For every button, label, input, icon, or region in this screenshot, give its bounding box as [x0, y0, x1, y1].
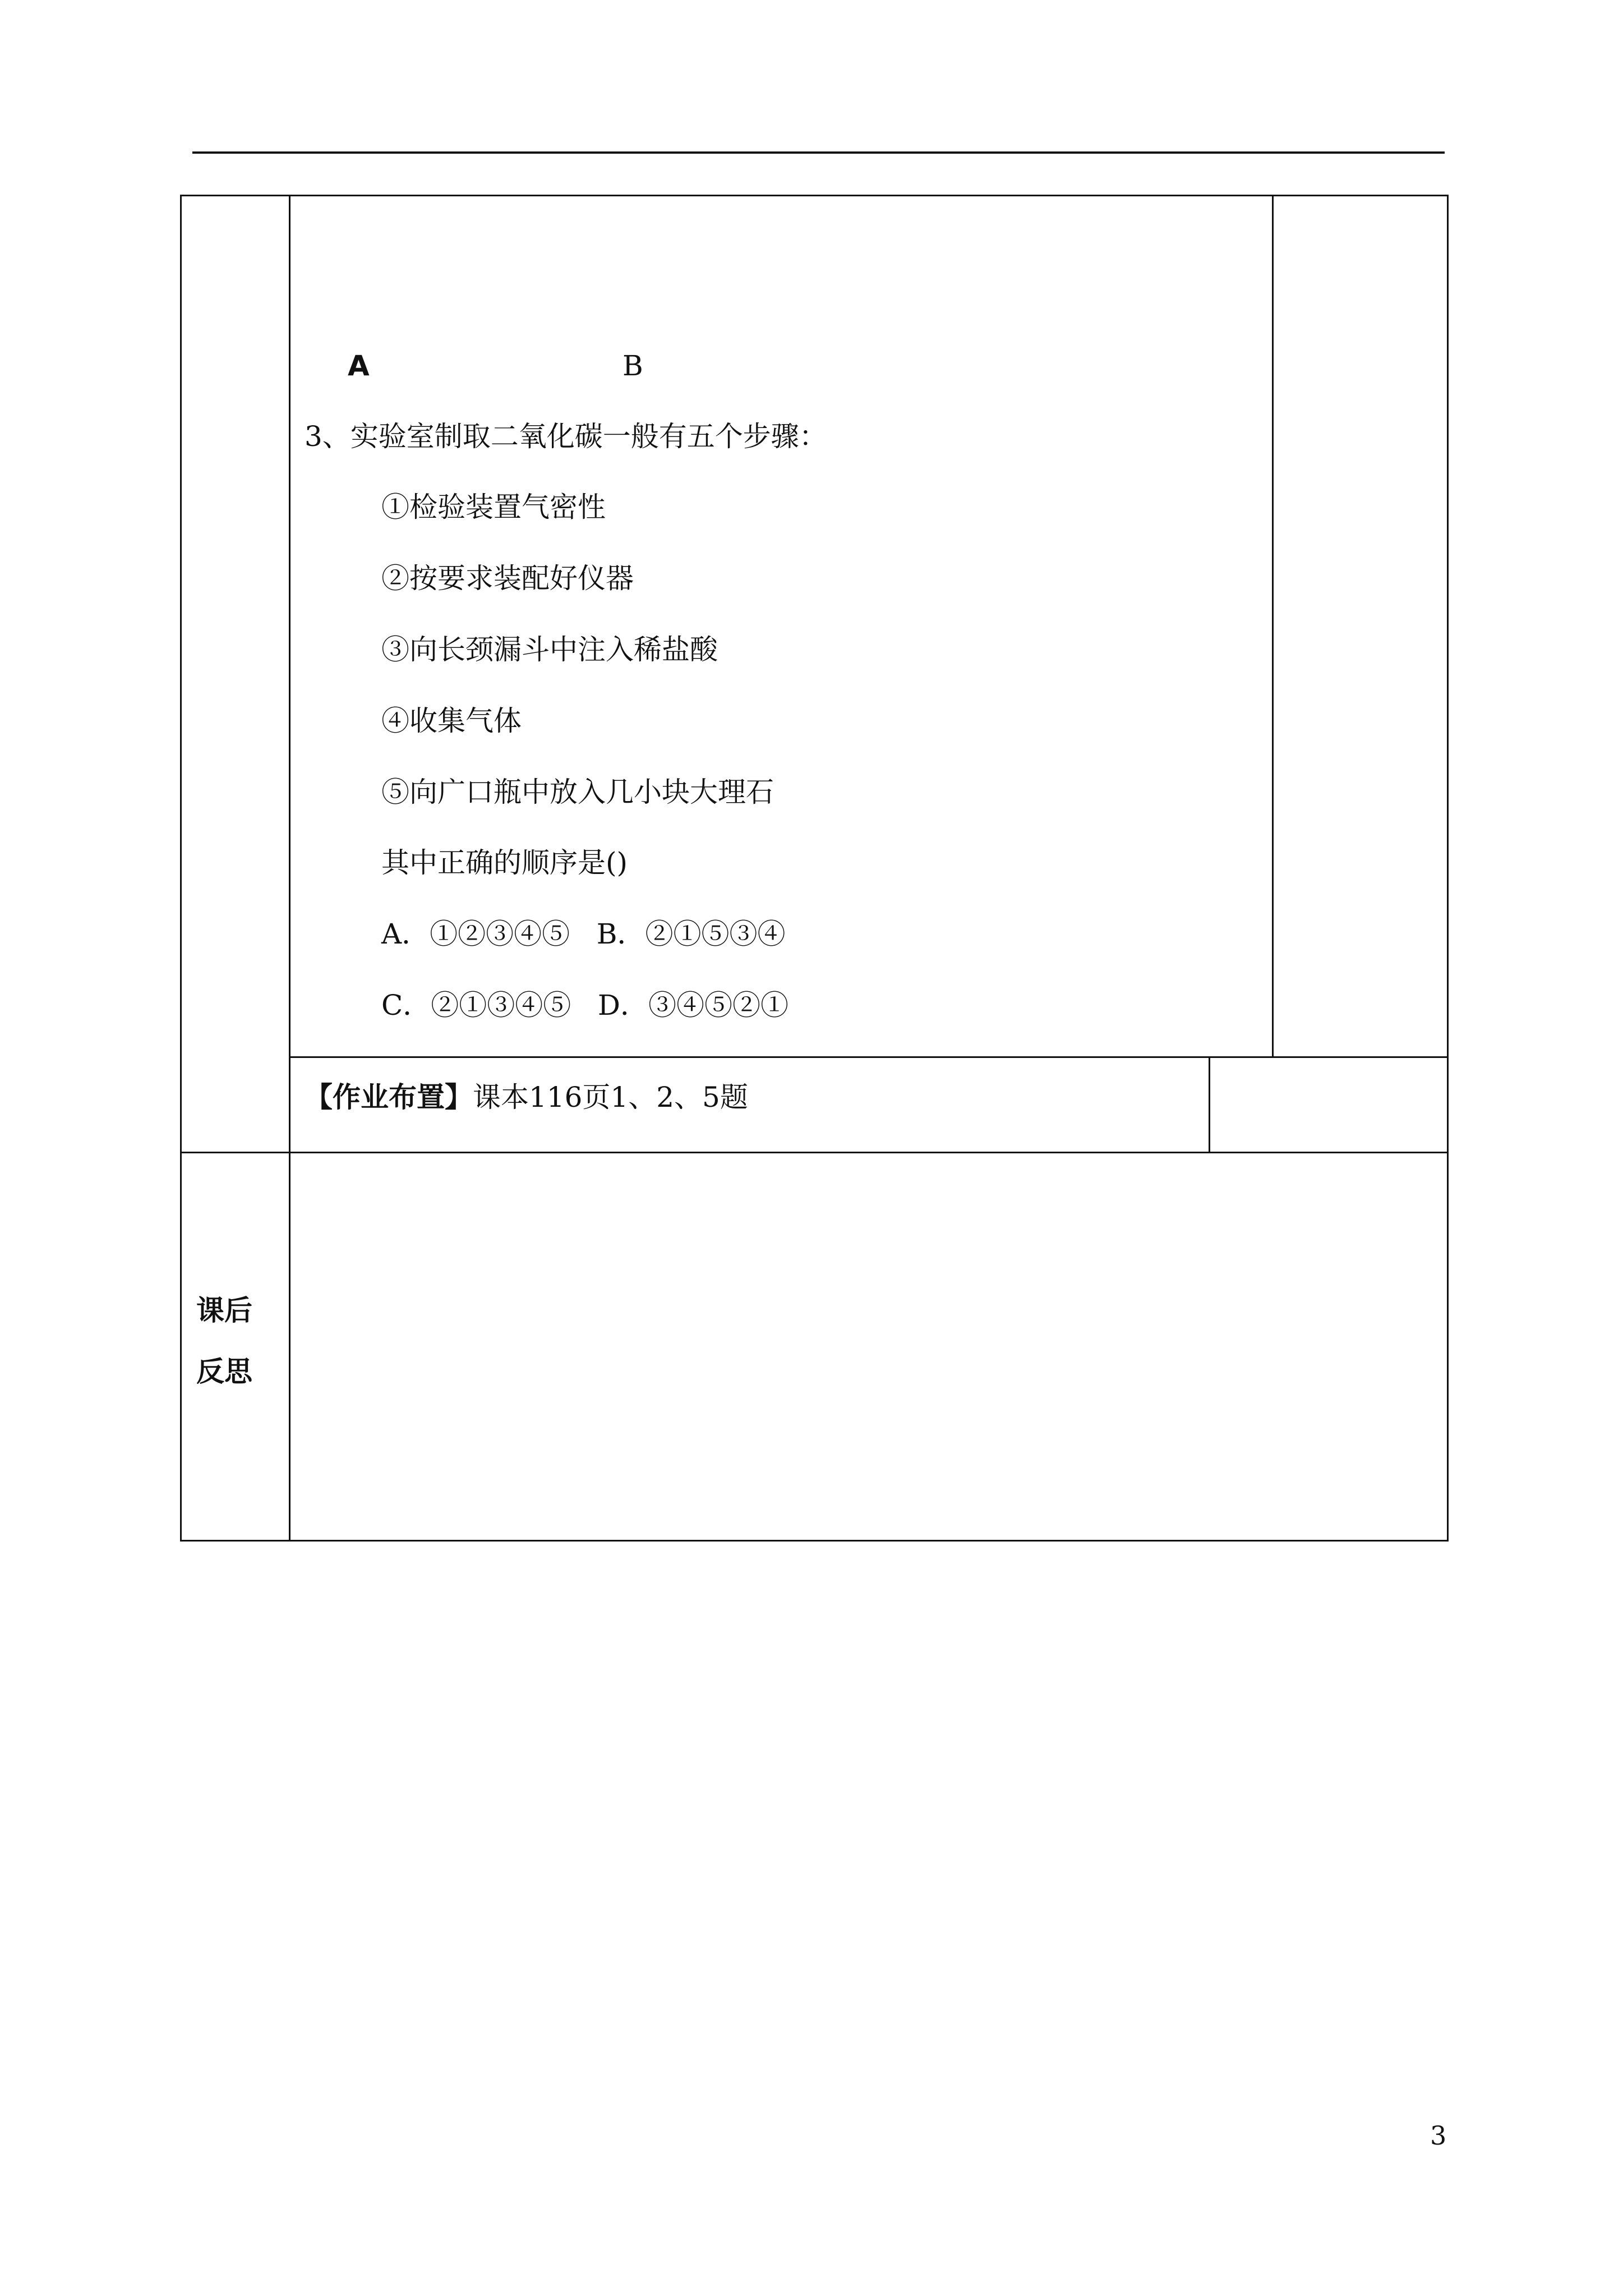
header-rule: [192, 151, 1445, 154]
table-border-left: [180, 195, 182, 1542]
options-row-2: C．②①③④⑤ D．③④⑤②①: [381, 989, 789, 1022]
homework-label: 【作业布置】: [305, 1081, 473, 1114]
reflection-label-line2: 反思: [196, 1355, 252, 1388]
figure-label-b: B: [623, 349, 643, 382]
reflection-label-line1: 课后: [196, 1294, 252, 1327]
homework-row-top: [290, 1056, 1449, 1058]
question-prompt: 其中正确的顺序是(): [381, 846, 628, 879]
homework-text: 课本116页1、2、5题: [473, 1081, 748, 1114]
question-stem: 3、实验室制取二氧化碳一般有五个步骤：: [305, 420, 827, 453]
table-border-right: [1447, 195, 1449, 1542]
label-column-divider: [289, 195, 291, 1542]
reflection-row-top: [180, 1152, 1449, 1153]
table-border-top: [180, 195, 1449, 196]
page-number: 3: [1430, 2120, 1447, 2151]
table-border-bottom: [180, 1540, 1449, 1542]
step-item: ④收集气体: [381, 705, 522, 737]
step-item: ⑤向广口瓶中放入几小块大理石: [381, 776, 774, 808]
options-row-1: A．①②③④⑤ B．②①⑤③④: [381, 918, 786, 950]
homework-line: [305, 1080, 748, 1114]
step-item: ③向长颈漏斗中注入稀盐酸: [381, 633, 718, 666]
step-item: ②按要求装配好仪器: [381, 562, 634, 595]
step-item: ①检验装置气密性: [381, 491, 606, 523]
content-column-divider: [1272, 195, 1274, 1058]
homework-column-divider: [1209, 1056, 1210, 1153]
figure-label-a: A: [348, 349, 370, 382]
